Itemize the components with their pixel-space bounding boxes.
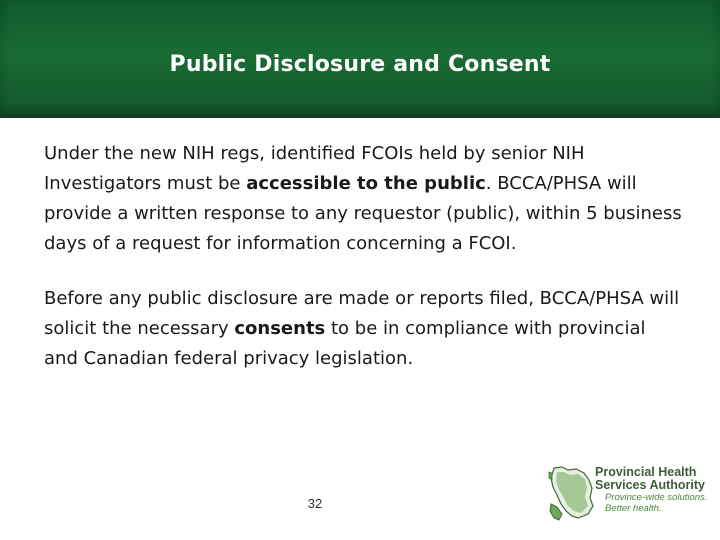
slide-title: Public Disclosure and Consent — [169, 52, 551, 77]
paragraph-public-access — [44, 139, 684, 259]
logo-tagline-line2: Better health. — [605, 503, 662, 514]
emphasis-text: accessible to the public — [246, 173, 486, 194]
phsa-logo — [548, 464, 718, 524]
logo-name-line2: Services Authority — [595, 478, 705, 492]
emphasis-text: consents — [234, 318, 326, 339]
paragraph-text: Under the new NIH regs, identified FCOIs held by senior NIH Investigators must be — [44, 143, 585, 194]
paragraph-text: to be in compliance with provincial and Canadian federal privacy legislation. — [44, 318, 646, 369]
paragraph-text: . BCCA/PHSA will provide a written response to any requestor (public), within 5 business days of a request for information concerning a FCOI. — [44, 173, 682, 254]
paragraph-consent — [44, 284, 684, 374]
logo-tagline-line1: Province-wide solutions. — [605, 492, 708, 503]
page-number: 32 — [307, 496, 323, 511]
paragraph-text: Before any public disclosure are made or reports filed, BCCA/PHSA will solicit the necessary — [44, 288, 680, 339]
bc-map-icon — [548, 464, 598, 524]
logo-name-line1: Provincial Health — [595, 465, 697, 479]
logo-text — [595, 466, 707, 514]
slide-header — [0, 0, 720, 118]
